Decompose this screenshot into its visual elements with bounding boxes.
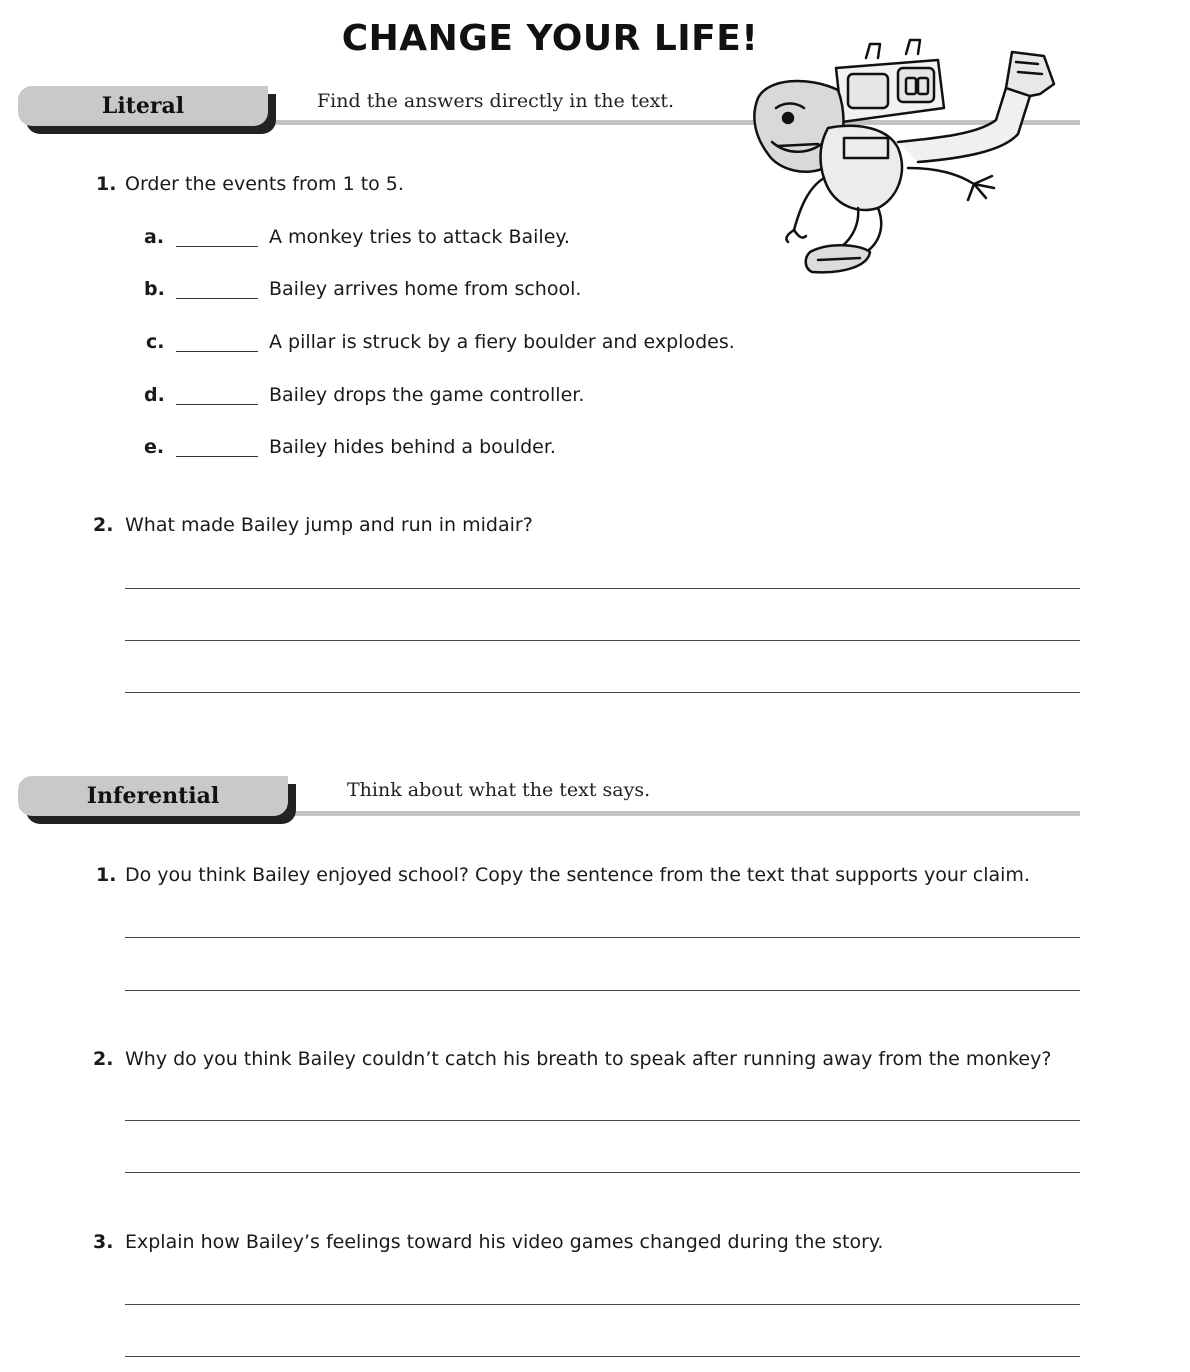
answer-line[interactable]	[125, 692, 1080, 693]
answer-line[interactable]	[125, 990, 1080, 991]
order-blank-e[interactable]	[176, 456, 258, 457]
literal-q2-number: 2.	[93, 514, 114, 536]
answer-line[interactable]	[125, 1356, 1080, 1357]
item-text: A pillar is struck by a fiery boulder and explodes.	[269, 331, 735, 353]
inferential-tab: Inferential	[18, 776, 288, 816]
monkey-illustration-icon	[748, 38, 1058, 278]
inferential-q1-number: 1.	[96, 864, 117, 886]
answer-line[interactable]	[125, 1172, 1080, 1173]
order-blank-c[interactable]	[176, 351, 258, 352]
literal-instruction: Find the answers directly in the text.	[317, 90, 675, 112]
inferential-q2-number: 2.	[93, 1048, 114, 1070]
order-blank-b[interactable]	[176, 298, 258, 299]
item-text: A monkey tries to attack Bailey.	[269, 226, 570, 248]
item-text: Bailey drops the game controller.	[269, 384, 585, 406]
inferential-header-rule	[290, 811, 1080, 816]
item-letter: b.	[144, 278, 165, 300]
literal-q1-number: 1.	[96, 173, 117, 195]
literal-tab: Literal	[18, 86, 268, 126]
order-blank-a[interactable]	[176, 246, 258, 247]
inferential-instruction: Think about what the text says.	[347, 779, 651, 801]
item-letter: a.	[144, 226, 165, 248]
inferential-section-header	[0, 774, 1190, 834]
inferential-q3-number: 3.	[93, 1231, 114, 1253]
item-text: Bailey hides behind a boulder.	[269, 436, 556, 458]
item-text: Bailey arrives home from school.	[269, 278, 582, 300]
literal-q1-text: Order the events from 1 to 5.	[125, 173, 404, 195]
answer-line[interactable]	[125, 1304, 1080, 1305]
literal-q2-text: What made Bailey jump and run in midair?	[125, 514, 533, 536]
item-letter: c.	[146, 331, 165, 353]
answer-line[interactable]	[125, 1120, 1080, 1121]
item-letter: e.	[144, 436, 165, 458]
inferential-q3-text: Explain how Bailey’s feelings toward his video games changed during the story.	[125, 1231, 884, 1253]
page-title: CHANGE YOUR LIFE!	[341, 18, 759, 59]
item-letter: d.	[144, 384, 165, 406]
inferential-q2-text: Why do you think Bailey couldn’t catch his breath to speak after running away from the monkey?	[125, 1048, 1052, 1070]
inferential-q1-text: Do you think Bailey enjoyed school? Copy the sentence from the text that supports your claim.	[125, 864, 1030, 886]
answer-line[interactable]	[125, 937, 1080, 938]
answer-line[interactable]	[125, 588, 1080, 589]
order-blank-d[interactable]	[176, 404, 258, 405]
answer-line[interactable]	[125, 640, 1080, 641]
